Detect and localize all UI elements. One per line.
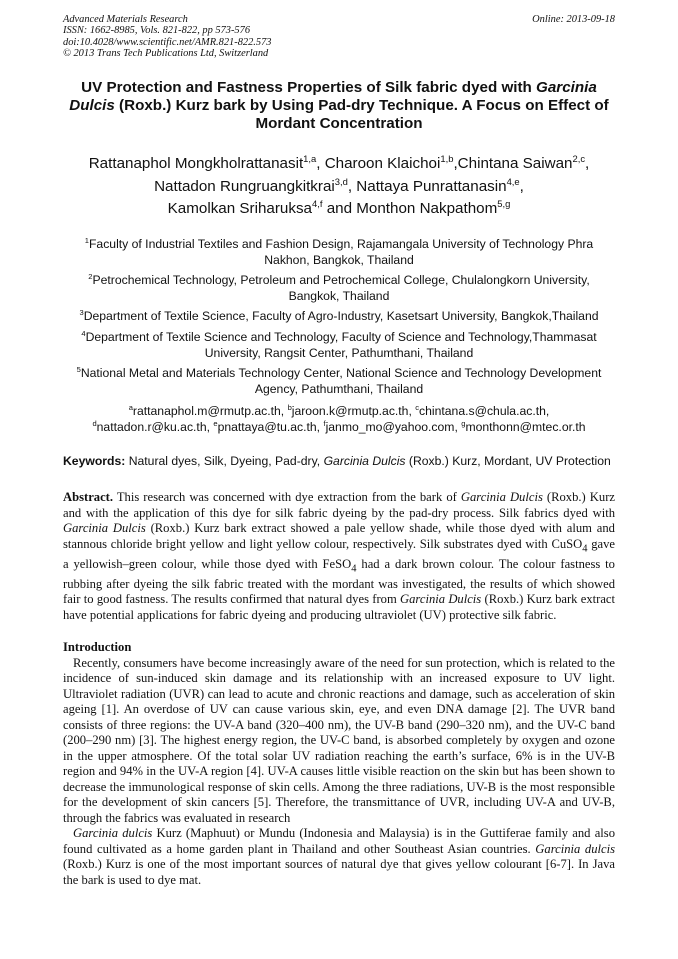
- superscript: 3,d: [334, 175, 348, 187]
- text-run: monthonn@mtec.or.th: [465, 419, 586, 434]
- affiliation: [63, 237, 615, 268]
- text-run: had a dark brown colour. The colour fastness to rubbing after dyeing the silk fabric treated with the mordant was investigated, the results of which showed fair to good fastness. The results confirmed that natural dyes from: [63, 556, 615, 607]
- text-run: and Monthon Nakpathom: [322, 200, 498, 217]
- copyright: © 2013 Trans Tech Publications Ltd, Switzerland: [63, 47, 269, 59]
- superscript: b: [287, 403, 292, 413]
- affiliation: [63, 366, 615, 397]
- text-run: This research was concerned with dye extraction from the bark of: [113, 490, 461, 504]
- text-run: National Metal and Materials Technology Center, National Science and Technology Development Agency, Pathumthani, Thailand: [80, 366, 602, 396]
- text-run: Rattanaphol Mongkholrattanasit: [88, 155, 304, 172]
- journal-name: Advanced Materials Research: [63, 14, 188, 25]
- text-run: (Roxb.) Kurz bark extract have potential applications for fabric dyeing and producing ultraviolet (UV) protective silk fabric.: [63, 592, 616, 622]
- text-run: Garcinia Dulcis: [63, 521, 146, 535]
- text-run: Kamolkan Sriharuksa: [167, 200, 313, 217]
- author-list: [63, 153, 615, 221]
- subscript: 4: [351, 563, 357, 575]
- author-line: [63, 153, 615, 176]
- email-line: [63, 420, 615, 436]
- text-run: , Nattaya Punrattanasin: [347, 177, 507, 195]
- text-run: ,: [519, 177, 524, 195]
- emails: [63, 404, 615, 435]
- text-run: Abstract.: [63, 490, 114, 504]
- text-run: (Roxb.) Kurz is one of the most important sources of natural dye that gives yellow colourant [6-7]. In Java the bark is used to dye mat.: [63, 857, 615, 887]
- text-run: Recently, consumers have become increasingly aware of the need for sun protection, which is related to the incidence of sun-induced skin damage and its relationship with an increased exposure to UV light. Ultraviolet radiation (UVR) can lead to acute and chronic reactions and damage, such as acceleration of skin ageing [1]. An overdose of UV can cause various skin, eye, and even DNA damage [2]. The UVR band consists of three regions: the UV-A band (320–400 nm), the UV-B band (290–320 nm), and the UV-C band (200–290 nm) [3]. The highest energy region, the UV-C band, is absorbed completely by oxygen and ozone in the upper atmosphere. Of the total solar UV radiation reaching the earth’s surface, 6% is in the UV-B region and 94% in the UV-A region [4]. UV-A causes little visible reaction on the skin but has been shown to decrease the immunological response of skin cells. Among the three radiations, UV-B is the most responsible for the development of skin cancers [5]. Therefore, the transmittance of UVR, including UV-A and UV-B, through the fabrics was evaluated in research: [63, 655, 615, 825]
- superscript: 5: [76, 365, 81, 375]
- text-run: nattadon.r@ku.ac.th,: [96, 419, 214, 434]
- affiliation: [63, 330, 615, 361]
- text-run: Garcinia dulcis: [535, 841, 615, 856]
- affiliation: [63, 273, 615, 304]
- text-run: (Roxb.) Kurz and with the application of this dye for silk fabric dyeing by the pad-dry process. Silk fabrics dyed with: [63, 490, 615, 520]
- superscript: d: [92, 418, 97, 428]
- text-run: Garcinia dulcis: [73, 826, 153, 840]
- email-line: [63, 404, 615, 420]
- superscript: a: [128, 403, 133, 413]
- text-run: Keywords:: [63, 454, 126, 468]
- text-run: Department of Textile Science and Technology, Faculty of Science and Technology,Thammasat University, Rangsit Center, Pathumthani, Thailand: [85, 329, 597, 360]
- text-run: Petrochemical Technology, Petroleum and Petrochemical College, Chulalongkorn University, Bangkok, Thailand: [92, 273, 590, 303]
- subscript: 4: [582, 543, 588, 555]
- text-run: (Roxb.) Kurz, Mordant, UV Protection: [405, 454, 611, 468]
- text-run: Garcinia Dulcis: [69, 79, 597, 114]
- section-heading: Introduction: [63, 640, 132, 654]
- affiliations: [63, 237, 615, 436]
- text-run: janmo_mo@yahoo.com,: [325, 419, 462, 434]
- journal-header: [63, 14, 271, 59]
- text-run: rattanaphol.m@rmutp.ac.th,: [132, 404, 288, 419]
- text-run: UV Protection and Fastness Properties of Silk fabric dyed with: [81, 79, 537, 96]
- text-run: (Roxb.) Kurz bark by Using Pad-dry Technique. A Focus on Effect of Mordant Concentration: [114, 97, 609, 132]
- online-date: Online: 2013-09-18: [532, 14, 615, 25]
- text-run: pnattaya@tu.ac.th,: [217, 419, 324, 434]
- superscript: 4,e: [506, 175, 520, 187]
- text-run: ,Chintana Saiwan: [453, 155, 573, 172]
- text-run: (Roxb.) Kurz bark extract showed a pale yellow shade, while those dyed with alum and stannous chloride bright yellow and light yellow colour, respectively. Silk substrates dyed with CuSO: [63, 521, 615, 551]
- superscript: f: [323, 418, 326, 428]
- paper-title: [63, 79, 615, 133]
- author-line: [63, 198, 615, 221]
- abstract: [63, 490, 615, 623]
- introduction-section: [63, 640, 615, 888]
- superscript: 4,f: [312, 197, 323, 209]
- superscript: 3: [79, 308, 84, 318]
- keywords: [63, 454, 615, 469]
- text-run: Nattadon Rungruangkitkrai: [154, 177, 335, 195]
- text-run: Garcinia Dulcis: [400, 592, 482, 607]
- superscript: 1: [84, 235, 89, 245]
- superscript: 5,g: [497, 197, 511, 209]
- text-run: jaroon.k@rmutp.ac.th,: [291, 404, 416, 419]
- text-run: chintana.s@chula.ac.th,: [419, 404, 550, 419]
- superscript: 4: [81, 328, 86, 338]
- superscript: g: [461, 418, 466, 428]
- superscript: 1,b: [440, 152, 454, 164]
- paragraph: [63, 826, 615, 888]
- text-run: Garcinia Dulcis: [323, 454, 406, 468]
- text-run: gave a yellowish–green colour, while those dyed with FeSO: [63, 536, 615, 571]
- paragraph: [63, 656, 615, 827]
- text-run: Department of Textile Science, Faculty of Agro-Industry, Kasetsart University, Bangkok,Thailand: [83, 309, 599, 324]
- superscript: 1,a: [303, 152, 317, 164]
- author-line: [63, 176, 615, 199]
- issn: ISSN: 1662-8985, Vols. 821-822, pp 573-576: [63, 25, 251, 37]
- text-run: , Charoon Klaichoi: [316, 155, 441, 172]
- text-run: Natural dyes, Silk, Dyeing, Pad-dry,: [125, 454, 324, 468]
- text-run: Garcinia Dulcis: [460, 490, 543, 504]
- affiliation: [63, 309, 615, 325]
- superscript: e: [213, 418, 218, 428]
- text-run: ,: [585, 155, 590, 172]
- superscript: 2: [88, 272, 93, 282]
- text-run: Kurz (Maphuut) or Mundu (Indonesia and Malaysia) is in the Guttiferae family and also found cultivated as a home garden plant in Thailand and other Southeast Asian countries.: [63, 826, 615, 856]
- superscript: c: [415, 403, 420, 413]
- text-run: Faculty of Industrial Textiles and Fashion Design, Rajamangala University of Technology Phra Nakhon, Bangkok, Thailand: [88, 237, 594, 267]
- superscript: 2,c: [572, 152, 586, 164]
- doi: doi:10.4028/www.scientific.net/AMR.821-822.573: [63, 36, 272, 48]
